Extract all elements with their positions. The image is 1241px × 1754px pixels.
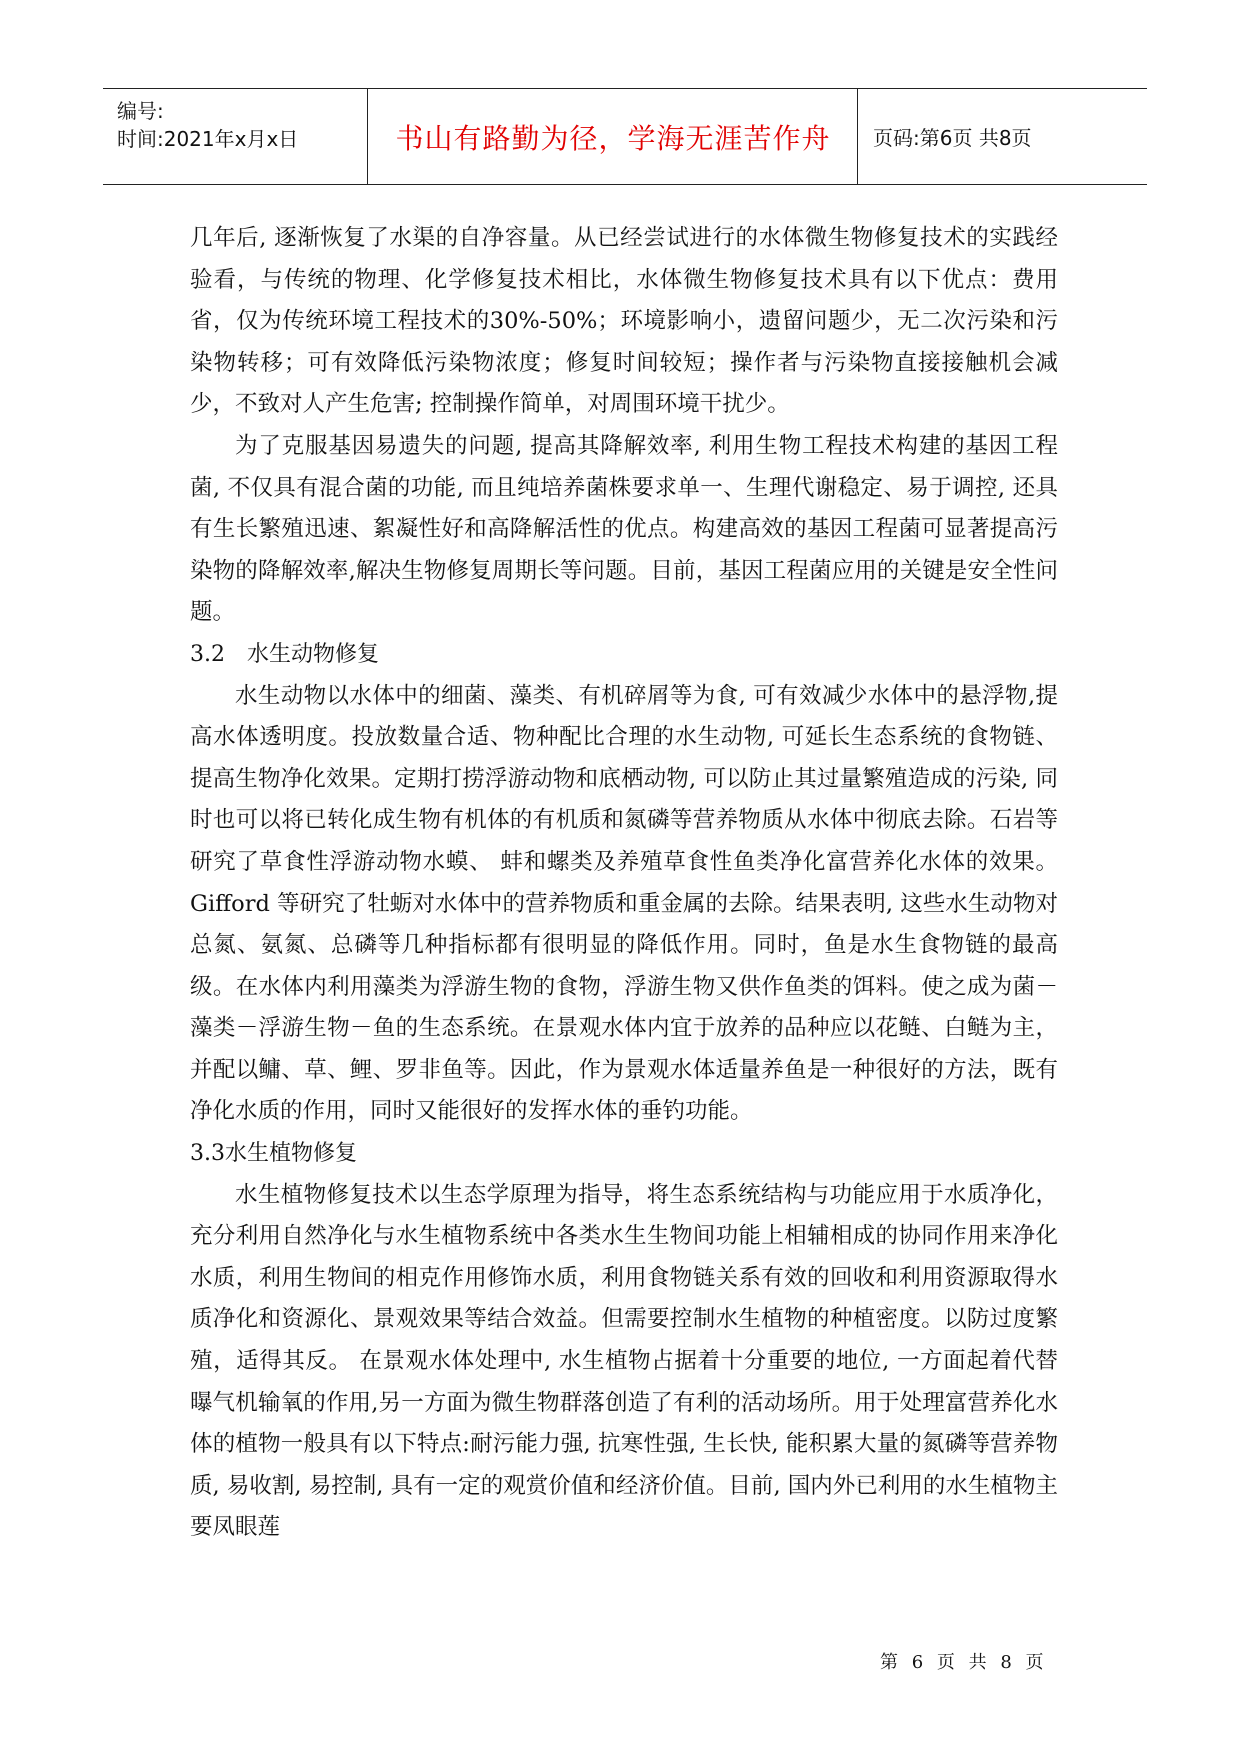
section-heading: 3.3水生植物修复	[190, 1141, 357, 1167]
paragraph: 水生动物以水体中的细菌、藻类、有机碎屑等为食, 可有效减少水体中的悬浮物,提高水体透明度。投放数量合适、物种配比合理的水生动物, 可延长生态系统的食物链、提高生物净化效果。定期打捞浮游动物和底栖动物, 可以防止其过量繁殖造成的污染, 同时也可以将已转化成生物有机体的有机质和氮磷等营养物质从水体中彻底去除。石岩等研究了草食性浮游动物水蟆、 蚌和螺类及养殖草食性鱼类净化富营养化水体的效果。Gifford 等研究了牡蛎对水体中的营养物质和重金属的去除。结果表明, 这些水生动物对总氮、氨氮、总磷等几种指标都有很明显的降低作用。同时，鱼是水生食物链的最高级。在水体内利用藻类为浮游生物的食物，浮游生物又供作鱼类的饵料。使之成为菌－藻类－浮游生物－鱼的生态系统。在景观水体内宜于放养的品种应以花鲢、白鲢为主，并配以鳙、草、鲤、罗非鱼等。因此，作为景观水体适量养鱼是一种很好的方法，既有净化水质的作用，同时又能很好的发挥水体的垂钓功能。	[190, 682, 1058, 1125]
header-divider	[857, 89, 858, 184]
header-motto: 书山有路勤为径，学海无涯苦作舟	[395, 121, 831, 155]
document-body	[190, 218, 1058, 1549]
paragraph: 几年后, 逐渐恢复了水渠的自净容量。从已经尝试进行的水体微生物修复技术的实践经验看，与传统的物理、化学修复技术相比，水体微生物修复技术具有以下优点：费用省，仅为传统环境工程技术的30%-50%；环境影响小，遗留问题少，无二次污染和污染物转移；可有效降低污染物浓度；修复时间较短；操作者与污染物直接接触机会减少，不致对人产生危害; 控制操作简单，对周围环境干扰少。	[190, 225, 1058, 418]
section-heading: 3.2 水生动物修复	[190, 641, 379, 667]
header-divider	[367, 89, 368, 184]
time-label: 时间:2021年x月x日	[117, 127, 299, 151]
page-header	[103, 88, 1147, 185]
header-meta	[117, 97, 357, 153]
paragraph: 为了克服基因易遗失的问题, 提高其降解效率, 利用生物工程技术构建的基因工程菌, 不仅具有混合菌的功能, 而且纯培养菌株要求单一、生理代谢稳定、易于调控, 还具有生长繁殖迅速、絮凝性好和高降解活性的优点。构建高效的基因工程菌可显著提高污染物的降解效率,解决生物修复周期长等问题。目前，基因工程菌应用的关键是安全性问题。	[190, 432, 1058, 626]
header-page-label: 页码:第6页 共8页	[873, 126, 1032, 150]
paragraph: 水生植物修复技术以生态学原理为指导，将生态系统结构与功能应用于水质净化，充分利用自然净化与水生植物系统中各类水生生物间功能上相辅相成的协同作用来净化水质，利用生物间的相克作用修饰水质，利用食物链关系有效的回收和利用资源取得水质净化和资源化、景观效果等结合效益。但需要控制水生植物的种植密度。以防过度繁殖，适得其反。 在景观水体处理中, 水生植物占据着十分重要的地位, 一方面起着代替曝气机输氧的作用,另一方面为微生物群落创造了有利的活动场所。用于处理富营养化水体的植物一般具有以下特点:耐污能力强, 抗寒性强, 生长快, 能积累大量的氮磷等营养物质, 易收割, 易控制, 具有一定的观赏价值和经济价值。目前, 国内外已利用的水生植物主要凤眼莲	[190, 1181, 1058, 1541]
serial-label: 编号:	[117, 99, 164, 123]
page-footer: 第 6 页 共 8 页	[880, 1652, 1046, 1673]
